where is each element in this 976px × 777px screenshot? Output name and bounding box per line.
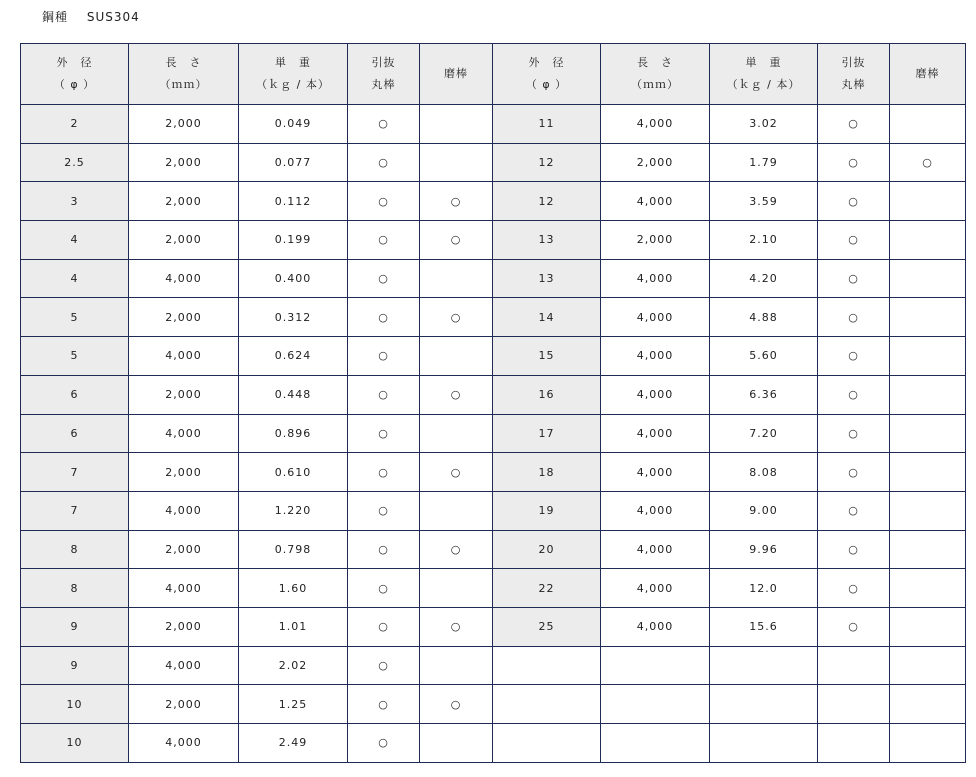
length-cell-left: 2,000: [129, 298, 239, 337]
header-line: （ｍｍ）: [631, 78, 679, 91]
header-line: 丸棒: [371, 78, 396, 91]
table-row: [21, 724, 966, 763]
outer-diameter-cell-left: 4: [21, 221, 129, 260]
outer-diameter-cell-left: 4: [21, 259, 129, 298]
header-line: （ｋｇ / 本）: [726, 78, 801, 91]
drawn-bar-cell-right: ○: [818, 607, 890, 646]
polished-bar-cell-right: [890, 724, 966, 763]
length-cell-left: 2,000: [129, 221, 239, 260]
table-row: [21, 685, 966, 724]
outer-diameter-cell-right: 19: [493, 491, 601, 530]
length-header-right: [601, 44, 710, 105]
drawn-bar-cell-right: [818, 685, 890, 724]
table-row: [21, 530, 966, 569]
outer-diameter-cell-left: 2.5: [21, 143, 129, 182]
length-cell-right: 4,000: [601, 569, 710, 608]
table-row: [21, 453, 966, 492]
length-cell-left: 2,000: [129, 375, 239, 414]
header-line: 単 重: [745, 56, 782, 69]
header-line: 長 さ: [637, 56, 673, 69]
drawn-bar-cell-left: ○: [348, 337, 420, 376]
drawn-bar-cell-right: ○: [818, 337, 890, 376]
drawn-bar-cell-right: ○: [818, 453, 890, 492]
unit-weight-cell-left: 0.049: [239, 105, 348, 144]
outer-diameter-cell-left: 10: [21, 724, 129, 763]
outer-diameter-cell-right: 20: [493, 530, 601, 569]
outer-diameter-cell-left: 8: [21, 569, 129, 608]
unit-weight-cell-left: 2.49: [239, 724, 348, 763]
header-line: 長 さ: [165, 56, 202, 69]
drawn-bar-cell-right: ○: [818, 105, 890, 144]
drawn-bar-cell-left: ○: [348, 375, 420, 414]
polished-bar-cell-left: ○: [420, 530, 493, 569]
polished-bar-cell-right: [890, 221, 966, 260]
header-line: 磨棒: [915, 67, 940, 80]
length-cell-right: 2,000: [601, 143, 710, 182]
unit-weight-cell-left: 0.400: [239, 259, 348, 298]
unit-weight-cell-right: 1.79: [710, 143, 818, 182]
unit-weight-header-left: [239, 44, 348, 105]
outer-diameter-cell-right: [493, 724, 601, 763]
outer-diameter-header-left: [21, 44, 129, 105]
length-cell-left: 2,000: [129, 143, 239, 182]
header-line: 引抜: [841, 56, 866, 69]
header-line: 単 重: [275, 56, 311, 69]
unit-weight-cell-right: 15.6: [710, 607, 818, 646]
polished-bar-cell-left: [420, 414, 493, 453]
drawn-bar-cell-left: ○: [348, 491, 420, 530]
header-row: [21, 44, 966, 105]
length-cell-left: 2,000: [129, 530, 239, 569]
unit-weight-cell-left: 0.896: [239, 414, 348, 453]
outer-diameter-cell-left: 7: [21, 453, 129, 492]
header-line: 引抜: [371, 56, 396, 69]
drawn-bar-cell-right: [818, 724, 890, 763]
unit-weight-cell-left: 0.798: [239, 530, 348, 569]
polished-bar-cell-right: [890, 105, 966, 144]
length-cell-right: 4,000: [601, 607, 710, 646]
polished-bar-cell-right: ○: [890, 143, 966, 182]
drawn-bar-cell-left: ○: [348, 646, 420, 685]
length-cell-right: 4,000: [601, 105, 710, 144]
table-row: [21, 182, 966, 221]
outer-diameter-cell-left: 10: [21, 685, 129, 724]
polished-bar-cell-right: [890, 530, 966, 569]
table-row: [21, 569, 966, 608]
outer-diameter-cell-left: 5: [21, 337, 129, 376]
outer-diameter-cell-left: 5: [21, 298, 129, 337]
unit-weight-cell-right: 4.20: [710, 259, 818, 298]
table-row: [21, 414, 966, 453]
steel-type-caption: 鋼種: [42, 10, 69, 24]
unit-weight-cell-right: [710, 724, 818, 763]
polished-bar-cell-left: ○: [420, 182, 493, 221]
length-cell-right: 4,000: [601, 182, 710, 221]
drawn-bar-cell-left: ○: [348, 414, 420, 453]
table-row: [21, 298, 966, 337]
outer-diameter-cell-right: 12: [493, 143, 601, 182]
steel-type-value: SUS304: [86, 10, 140, 24]
header-line: 外 径: [528, 56, 565, 69]
length-cell-left: 2,000: [129, 607, 239, 646]
unit-weight-cell-left: 2.02: [239, 646, 348, 685]
spec-table: [20, 43, 966, 763]
table-row: [21, 607, 966, 646]
length-cell-left: 4,000: [129, 646, 239, 685]
unit-weight-cell-right: 9.00: [710, 491, 818, 530]
polished-bar-cell-left: [420, 259, 493, 298]
outer-diameter-cell-left: 7: [21, 491, 129, 530]
table-row: [21, 375, 966, 414]
drawn-bar-cell-right: ○: [818, 143, 890, 182]
drawn-bar-cell-right: ○: [818, 569, 890, 608]
length-cell-right: 4,000: [601, 453, 710, 492]
outer-diameter-cell-right: 17: [493, 414, 601, 453]
length-cell-left: 4,000: [129, 724, 239, 763]
length-cell-left: 4,000: [129, 337, 239, 376]
polished-bar-cell-left: ○: [420, 375, 493, 414]
length-cell-left: 2,000: [129, 685, 239, 724]
table-row: [21, 143, 966, 182]
polished-bar-cell-right: [890, 453, 966, 492]
unit-weight-cell-right: 5.60: [710, 337, 818, 376]
length-cell-right: 4,000: [601, 337, 710, 376]
drawn-bar-cell-left: ○: [348, 453, 420, 492]
length-cell-left: 4,000: [129, 569, 239, 608]
unit-weight-cell-right: 4.88: [710, 298, 818, 337]
outer-diameter-cell-left: 3: [21, 182, 129, 221]
polished-bar-cell-left: [420, 646, 493, 685]
length-cell-right: [601, 646, 710, 685]
outer-diameter-cell-left: 9: [21, 646, 129, 685]
outer-diameter-cell-right: 15: [493, 337, 601, 376]
header-line: 外 径: [56, 56, 93, 69]
drawn-bar-cell-right: ○: [818, 298, 890, 337]
polished-bar-cell-left: [420, 724, 493, 763]
unit-weight-cell-left: 1.220: [239, 491, 348, 530]
length-cell-right: [601, 685, 710, 724]
table-row: [21, 491, 966, 530]
unit-weight-cell-right: [710, 685, 818, 724]
outer-diameter-cell-left: 2: [21, 105, 129, 144]
drawn-bar-cell-right: ○: [818, 182, 890, 221]
drawn-bar-cell-right: ○: [818, 375, 890, 414]
drawn-bar-cell-right: ○: [818, 414, 890, 453]
outer-diameter-cell-right: [493, 646, 601, 685]
outer-diameter-cell-right: 25: [493, 607, 601, 646]
length-cell-right: 4,000: [601, 491, 710, 530]
polished-bar-header-right: [890, 44, 966, 105]
outer-diameter-cell-left: 9: [21, 607, 129, 646]
polished-bar-cell-left: ○: [420, 298, 493, 337]
unit-weight-cell-right: 9.96: [710, 530, 818, 569]
drawn-bar-cell-left: ○: [348, 143, 420, 182]
polished-bar-cell-right: [890, 569, 966, 608]
polished-bar-cell-right: [890, 414, 966, 453]
drawn-bar-cell-left: ○: [348, 105, 420, 144]
drawn-bar-cell-right: ○: [818, 221, 890, 260]
drawn-bar-cell-right: ○: [818, 530, 890, 569]
drawn-bar-cell-left: ○: [348, 259, 420, 298]
polished-bar-cell-right: [890, 298, 966, 337]
length-cell-left: 2,000: [129, 453, 239, 492]
unit-weight-cell-left: 1.25: [239, 685, 348, 724]
table-row: [21, 337, 966, 376]
steel-type-label: [42, 8, 154, 25]
polished-bar-cell-left: [420, 491, 493, 530]
length-cell-right: 4,000: [601, 298, 710, 337]
polished-bar-cell-left: [420, 143, 493, 182]
polished-bar-cell-left: ○: [420, 607, 493, 646]
polished-bar-header-left: [420, 44, 493, 105]
drawn-bar-cell-right: ○: [818, 259, 890, 298]
outer-diameter-cell-left: 6: [21, 375, 129, 414]
drawn-bar-cell-right: ○: [818, 491, 890, 530]
unit-weight-cell-right: 3.59: [710, 182, 818, 221]
unit-weight-cell-right: 2.10: [710, 221, 818, 260]
table-row: [21, 105, 966, 144]
polished-bar-cell-right: [890, 491, 966, 530]
length-cell-right: 4,000: [601, 414, 710, 453]
outer-diameter-cell-right: 16: [493, 375, 601, 414]
drawn-bar-cell-left: ○: [348, 530, 420, 569]
outer-diameter-cell-left: 6: [21, 414, 129, 453]
polished-bar-cell-right: [890, 337, 966, 376]
unit-weight-cell-left: 0.312: [239, 298, 348, 337]
outer-diameter-cell-right: 14: [493, 298, 601, 337]
length-header-left: [129, 44, 239, 105]
unit-weight-cell-left: 1.60: [239, 569, 348, 608]
unit-weight-cell-left: 0.624: [239, 337, 348, 376]
polished-bar-cell-left: [420, 105, 493, 144]
polished-bar-cell-right: [890, 259, 966, 298]
drawn-bar-cell-left: ○: [348, 724, 420, 763]
outer-diameter-cell-right: 18: [493, 453, 601, 492]
drawn-bar-cell-left: ○: [348, 298, 420, 337]
polished-bar-cell-left: ○: [420, 685, 493, 724]
outer-diameter-cell-right: 13: [493, 221, 601, 260]
outer-diameter-cell-left: 8: [21, 530, 129, 569]
unit-weight-cell-right: 7.20: [710, 414, 818, 453]
unit-weight-cell-left: 0.610: [239, 453, 348, 492]
polished-bar-cell-right: [890, 685, 966, 724]
length-cell-right: 4,000: [601, 259, 710, 298]
outer-diameter-header-right: [493, 44, 601, 105]
unit-weight-cell-right: 12.0: [710, 569, 818, 608]
polished-bar-cell-right: [890, 182, 966, 221]
unit-weight-cell-left: 0.448: [239, 375, 348, 414]
unit-weight-cell-left: 1.01: [239, 607, 348, 646]
header-line: 丸棒: [841, 78, 866, 91]
length-cell-right: 4,000: [601, 530, 710, 569]
table-row: [21, 646, 966, 685]
unit-weight-cell-right: 8.08: [710, 453, 818, 492]
unit-weight-cell-right: 6.36: [710, 375, 818, 414]
outer-diameter-cell-right: 22: [493, 569, 601, 608]
outer-diameter-cell-right: [493, 685, 601, 724]
outer-diameter-cell-right: 12: [493, 182, 601, 221]
unit-weight-header-right: [710, 44, 818, 105]
drawn-bar-cell-left: ○: [348, 607, 420, 646]
header-line: （ｍｍ）: [159, 78, 208, 91]
length-cell-right: [601, 724, 710, 763]
length-cell-left: 4,000: [129, 259, 239, 298]
polished-bar-cell-right: [890, 607, 966, 646]
unit-weight-cell-left: 0.077: [239, 143, 348, 182]
drawn-bar-header-right: [818, 44, 890, 105]
polished-bar-cell-right: [890, 646, 966, 685]
polished-bar-cell-left: [420, 337, 493, 376]
polished-bar-cell-left: [420, 569, 493, 608]
length-cell-right: 4,000: [601, 375, 710, 414]
drawn-bar-cell-left: ○: [348, 182, 420, 221]
length-cell-left: 2,000: [129, 182, 239, 221]
table-row: [21, 221, 966, 260]
polished-bar-cell-left: ○: [420, 453, 493, 492]
unit-weight-cell-left: 0.112: [239, 182, 348, 221]
header-line: （ｋｇ / 本）: [256, 78, 330, 91]
drawn-bar-cell-left: ○: [348, 221, 420, 260]
length-cell-left: 2,000: [129, 105, 239, 144]
drawn-bar-cell-left: ○: [348, 685, 420, 724]
table-row: [21, 259, 966, 298]
unit-weight-cell-right: [710, 646, 818, 685]
header-line: （ φ ）: [525, 78, 568, 91]
drawn-bar-header-left: [348, 44, 420, 105]
drawn-bar-cell-left: ○: [348, 569, 420, 608]
outer-diameter-cell-right: 13: [493, 259, 601, 298]
header-line: 磨棒: [444, 67, 468, 80]
unit-weight-cell-right: 3.02: [710, 105, 818, 144]
length-cell-left: 4,000: [129, 414, 239, 453]
polished-bar-cell-right: [890, 375, 966, 414]
table-body: [21, 105, 966, 763]
outer-diameter-cell-right: 11: [493, 105, 601, 144]
length-cell-left: 4,000: [129, 491, 239, 530]
drawn-bar-cell-right: [818, 646, 890, 685]
polished-bar-cell-left: ○: [420, 221, 493, 260]
length-cell-right: 2,000: [601, 221, 710, 260]
header-line: （ φ ）: [53, 78, 96, 91]
unit-weight-cell-left: 0.199: [239, 221, 348, 260]
